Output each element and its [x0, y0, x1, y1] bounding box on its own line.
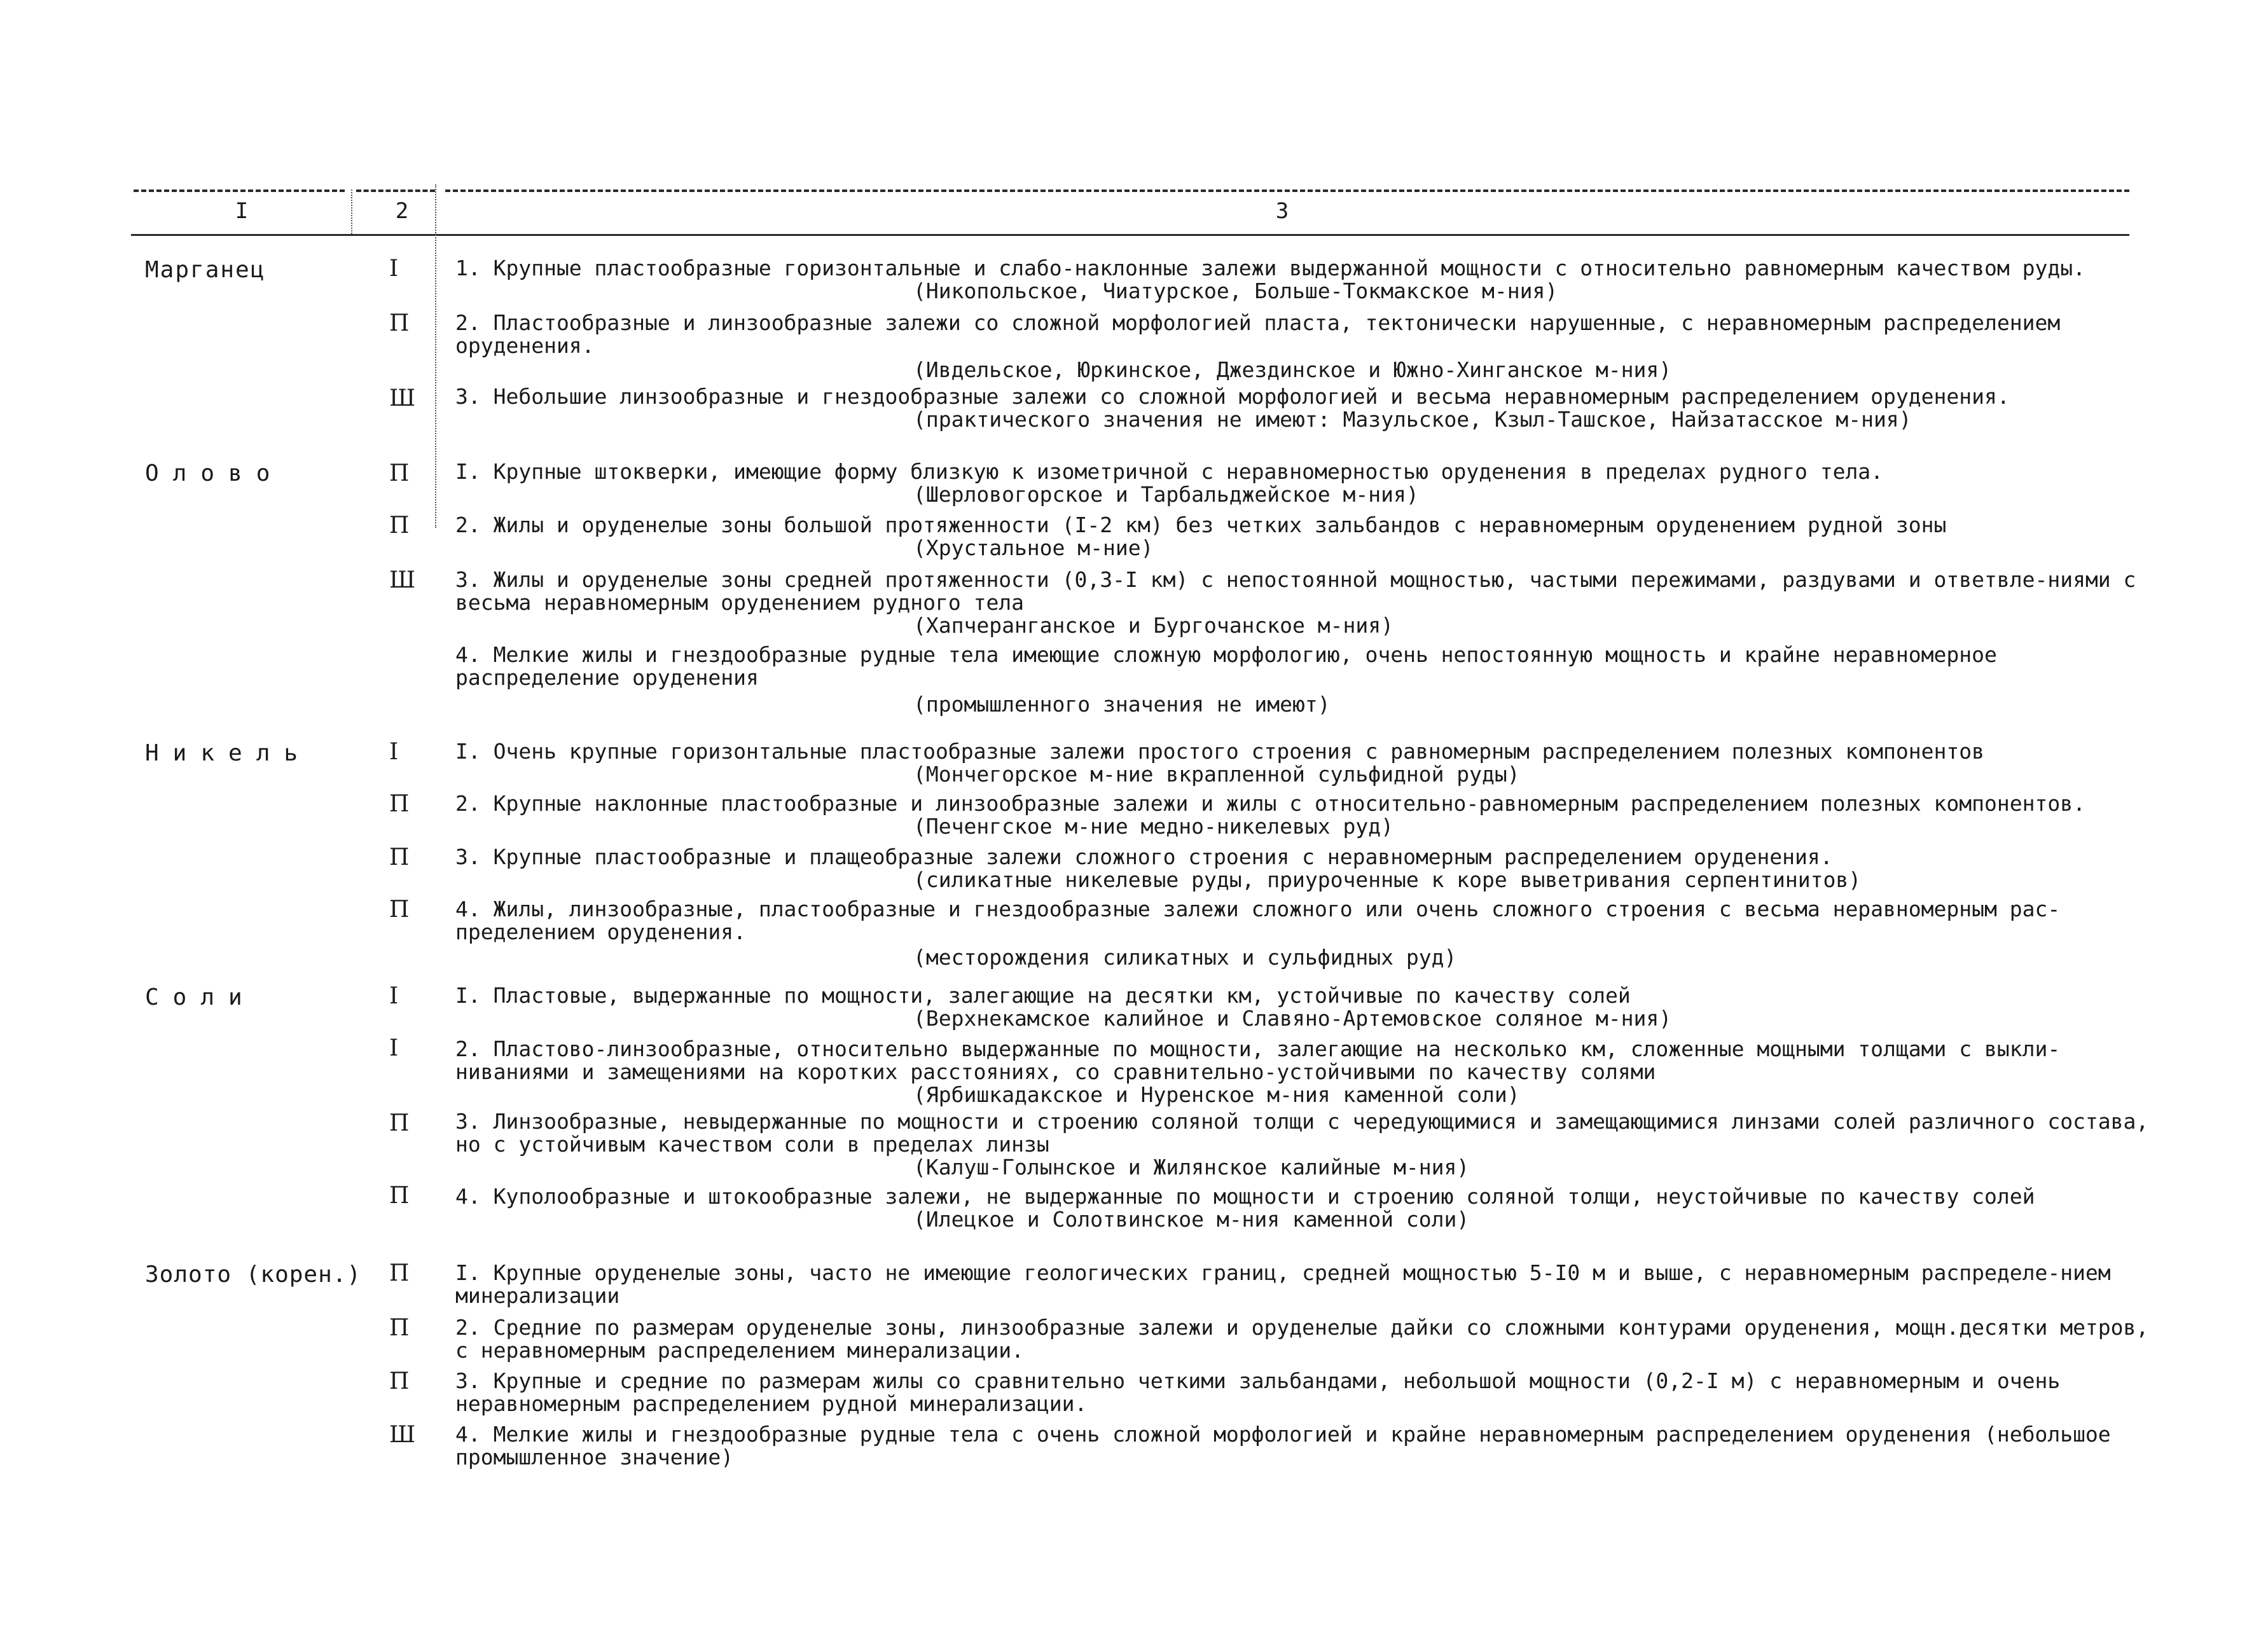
group-class: П [389, 460, 410, 486]
group-class: П [389, 310, 410, 336]
item-text: 2. Крупные наклонные пластообразные и линзообразные залежи и жилы с относительно-равномерным распределением полезных компонентов. [455, 791, 2085, 816]
header-column-divider [435, 184, 436, 528]
item-example: (месторождения силикатных и сульфидных руд) [913, 945, 1457, 970]
group-class: П [389, 844, 410, 871]
list-item [455, 1262, 2166, 1307]
header-top-rule-col3 [445, 189, 2129, 192]
group-class: Ш [389, 385, 416, 411]
list-item [455, 257, 2166, 303]
mineral-label: Марганец [145, 257, 266, 283]
item-example: (Хрустальное м-ние) [913, 535, 1154, 560]
list-item [455, 460, 2166, 506]
item-example: (Ярбишкадакское и Нуренское м-ния каменной соли) [913, 1082, 1520, 1107]
item-text: 2. Пластово-линзообразные, относительно выдержанные по мощности, залегающие на несколько км, сложенные мощными толщами с выкли-ниваниями и замещениями на коротких расстояниях, со сравнительно-устойчивыми по качеству солями [455, 1036, 2061, 1084]
list-item [455, 1185, 2166, 1231]
header-column-divider-small [351, 189, 352, 234]
list-item [455, 1423, 2166, 1469]
item-text: 2. Средние по размерам оруденелые зоны, линзообразные залежи и оруденелые дайки со сложными контурами оруденения, мощн.десятки метров, с неравномерным распределением минерализации. [455, 1315, 2162, 1363]
group-class: П [389, 1183, 410, 1209]
list-item [455, 644, 2166, 716]
item-example: (Никопольское, Чиатурское, Больше-Токмакское м-ния) [913, 279, 1558, 303]
item-example: (промышленного значения не имеют) [913, 692, 1331, 717]
group-class: П [389, 1260, 410, 1286]
item-example: (силикатные никелевые руды, приуроченные к коре выветривания серпентинитов) [913, 867, 1862, 892]
mineral-label: Золото (корен.) [145, 1262, 362, 1288]
item-text: 4. Жилы, линзообразные, пластообразные и гнездообразные залежи сложного или очень сложного строения с весьма неравномерным рас-пределением оруденения. [455, 897, 2061, 944]
item-text: 3. Крупные и средние по размерам жилы со сравнительно четкими зальбандами, небольшой мощности (0,2-I м) с неравномерным и очень неравномерным распределением рудной минерализации. [455, 1368, 2073, 1416]
header-top-rule-col2 [356, 189, 435, 192]
list-item [455, 1038, 2166, 1106]
group-class: I [389, 256, 399, 282]
group-class: I [389, 983, 399, 1009]
item-example: (Илецкое и Солотвинское м-ния каменной соли) [913, 1207, 1470, 1232]
item-example: (Печенгское м-ние медно-никелевых руд) [913, 814, 1393, 839]
header-col2: 2 [395, 198, 409, 224]
item-text: 2. Жилы и оруденелые зоны большой протяженности (I-2 км) без четких зальбандов с неравномерным оруденением рудной зоны [455, 513, 1947, 537]
group-class: П [389, 513, 410, 539]
list-item [455, 1370, 2166, 1415]
list-item [455, 1110, 2166, 1179]
group-class: П [389, 897, 410, 923]
list-item [455, 385, 2166, 431]
item-text: I. Крупные штокверки, имеющие форму близкую к изометричной с неравномерностью оруденения в пределах рудного тела. [455, 459, 1884, 484]
list-item [455, 1316, 2166, 1362]
item-example: (Хапчеранганское и Бургочанское м-ния) [913, 613, 1393, 638]
header-top-rule-col1 [134, 189, 345, 192]
item-text: I. Очень крупные горизонтальные пластообразные залежи простого строения с равномерным распределением полезных компонентов [455, 739, 1984, 764]
list-item [455, 846, 2166, 891]
item-text: 1. Крупные пластообразные горизонтальные и слабо-наклонные залежи выдержанной мощности с относительно равномерным качеством руды. [455, 256, 2085, 280]
group-class: П [389, 1368, 410, 1394]
item-text: I. Крупные оруденелые зоны, часто не имеющие геологических границ, средней мощностью 5-I0 м и выше, с неравномерным распределе-нием минерализации [455, 1260, 2124, 1308]
item-example: (Шерловогорское и Тарбальджейское м-ния) [913, 482, 1419, 507]
list-item [455, 312, 2166, 382]
list-item [455, 568, 2166, 637]
item-example: (Мончегорское м-ние вкрапленной сульфидной руды) [913, 762, 1520, 787]
list-item [455, 514, 2166, 560]
item-example: (Верхнекамское калийное и Славяно-Артемовское соляное м-ния) [913, 1006, 1672, 1031]
mineral-label: Олово [145, 460, 284, 486]
item-text: 3. Линзообразные, невыдержанные по мощности и строению соляной толщи с чередующимися и замещающимися линзами солей различного состава, но с устойчивым качеством соли в пределах линзы [455, 1109, 2162, 1157]
list-item [455, 984, 2166, 1030]
item-text: 3. Жилы и оруденелые зоны средней протяженности (0,3-I км) с непостоянной мощностью, частыми пережимами, раздувами и ответвле-ниями с весьма неравномерным оруденением рудного тела [455, 567, 2149, 615]
group-class: П [389, 1110, 410, 1136]
item-text: 2. Пластообразные и линзообразные залежи со сложной морфологией пласта, тектонически нарушенные, с неравномерным распределением оруденения. [455, 310, 2073, 358]
item-text: 4. Мелкие жилы и гнездообразные рудные тела с очень сложной морфологией и крайне неравномерным распределением оруденения (небольшое промышленное значение) [455, 1422, 2124, 1470]
mineral-label: Никель [145, 740, 312, 766]
item-text: 4. Мелкие жилы и гнездообразные рудные тела имеющие сложную морфологию, очень непостоянную мощность и крайне неравномерное распределение оруденения [455, 642, 2010, 690]
item-example: (Калуш-Голынское и Жилянское калийные м-ния) [913, 1155, 1470, 1180]
item-text: 4. Куполообразные и штокообразные залежи, не выдержанные по мощности и строению соляной толщи, неустойчивые по качеству солей [455, 1184, 2035, 1209]
list-item [455, 898, 2166, 969]
mineral-label: Соли [145, 984, 256, 1010]
group-class: I [389, 739, 399, 765]
list-item [455, 740, 2166, 786]
header-col1: I [235, 198, 249, 224]
item-text: I. Пластовые, выдержанные по мощности, залегающие на десятки км, устойчивые по качеству солей [455, 983, 1631, 1008]
group-class: I [389, 1035, 399, 1061]
item-text: 3. Крупные пластообразные и плащеобразные залежи сложного строения с неравномерным распределением оруденения. [455, 844, 1833, 869]
list-item [455, 792, 2166, 838]
header-bottom-rule [131, 234, 2129, 236]
group-class: П [389, 791, 410, 817]
item-text: 3. Небольшие линзообразные и гнездообразные залежи со сложной морфологией и весьма неравномерным распределением оруденения. [455, 384, 2010, 409]
item-example: (практического значения не имеют: Мазульское, Кзыл-Ташское, Найзатасское м-ния) [913, 407, 1912, 432]
group-class: П [389, 1315, 410, 1341]
item-example: (Ивдельское, Юркинское, Джездинское и Южно-Хинганское м-ния) [913, 357, 1672, 382]
group-class: Ш [389, 1422, 416, 1448]
group-class: Ш [389, 567, 416, 593]
header-col3: 3 [1275, 198, 1289, 224]
